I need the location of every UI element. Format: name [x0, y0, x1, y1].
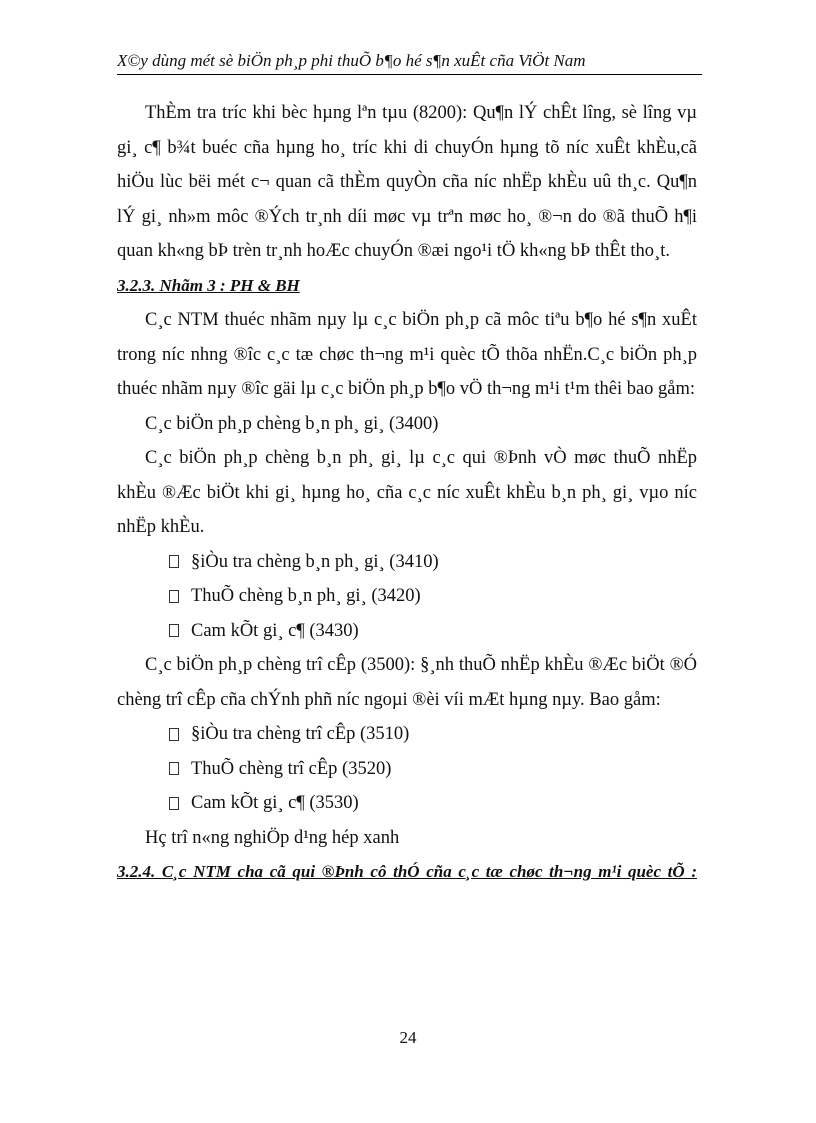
paragraph-preshipment-inspection: ThÈm tra tríc khi bèc hµng lªn tµu (8200): Qu¶n lÝ chÊt lîng, sè lîng vµ gi¸ c¶ b¾t buéc cña hµng ho¸ tríc khi di chuyÓn hµng tõ níc xuÊt khÈu,cã hiÖu lùc bëi mét c¬ quan cã thÈm quyÒn cña níc nhËp khÈu uû th¸c. Qu¶n lÝ gi¸ nh»m môc ®Ých tr¸nh díi møc vµ trªn møc ho¸ ®¬n do ®ã thuÕ h¶i quan kh«ng bÞ trèn tr¸nh hoÆc chuyÓn ®æi ngo¹i tÖ kh«ng bÞ thÊt tho¸t. — [117, 103, 697, 261]
checkbox-bullet-icon — [169, 624, 179, 637]
section-heading-3-2-3: 3.2.3. Nhãm 3 : PH & BH — [117, 275, 300, 295]
list-item-label: Cam kÕt gi¸ c¶ (3430) — [191, 620, 359, 641]
list-item-label: §iÒu tra chèng trî cÊp (3510) — [191, 724, 410, 744]
list-item — [117, 614, 697, 649]
list-item — [117, 545, 697, 580]
list-item-label: ThuÕ chèng trî cÊp (3520) — [191, 758, 392, 779]
checkbox-bullet-icon — [169, 797, 179, 810]
checkbox-bullet-icon — [169, 762, 179, 775]
list-item-label: ThuÕ chèng b¸n ph¸ gi¸ (3420) — [191, 586, 421, 606]
section-heading-3-2-4: 3.2.4. C¸c NTM cha cã qui ®Þnh cô thÓ cña c¸c tæ chøc th¬ng m¹i quèc tÕ : — [117, 862, 697, 881]
list-item — [117, 717, 697, 752]
checkbox-bullet-icon — [169, 728, 179, 741]
checkbox-bullet-icon — [169, 590, 179, 603]
paragraph-antidumping-title: C¸c biÖn ph¸p chèng b¸n ph¸ gi¸ (3400) — [145, 413, 439, 434]
paragraph-antidumping-desc: C¸c biÖn ph¸p chèng b¸n ph¸ gi¸ lµ c¸c qui ®Þnh vÒ møc thuÕ nhËp khÈu ®Æc biÖt khi gi¸ hµng ho¸ cña c¸c níc xuÊt khÈu b¸n ph¸ gi¸ vµo níc nhËp khÈu. — [117, 448, 697, 537]
list-item — [117, 579, 697, 614]
paragraph-countervailing: C¸c biÖn ph¸p chèng trî cÊp (3500): §¸nh thuÕ nhËp khÈu ®Æc biÖt ®Ó chèng trî cÊp cña chÝnh phñ níc ngoµi ®èi víi mÆt hµng nµy. Bao gåm: — [117, 655, 697, 710]
checkbox-bullet-icon — [169, 555, 179, 568]
list-item-label: §iÒu tra chèng b¸n ph¸ gi¸ (3410) — [191, 551, 439, 572]
list-item — [117, 786, 697, 821]
document-body — [117, 96, 697, 890]
page-number: 24 — [399, 1028, 417, 1047]
list-item-label: Cam kÕt gi¸ c¶ (3530) — [191, 793, 359, 813]
paragraph-green-box: Hç trî n«ng nghiÖp d¹ng hép xanh — [145, 827, 400, 848]
paragraph-group-3-intro: C¸c NTM thuéc nhãm nµy lµ c¸c biÖn ph¸p cã môc tiªu b¶o hé s¶n xuÊt trong níc nhng ®îc c¸c tæ chøc th¬ng m¹i quèc tÕ thõa nhËn.C¸c biÖn ph¸p thuéc nhãm nµy ®îc gäi lµ c¸c biÖn ph¸p b¶o vÖ th¬ng m¹i t¹m thêi bao gåm: — [117, 310, 697, 399]
page-header: X©y dùng mét sè biÖn ph¸p phi thuÕ b¶o hé s¶n xuÊt cña ViÖt Nam — [117, 50, 702, 75]
list-item — [117, 752, 697, 787]
